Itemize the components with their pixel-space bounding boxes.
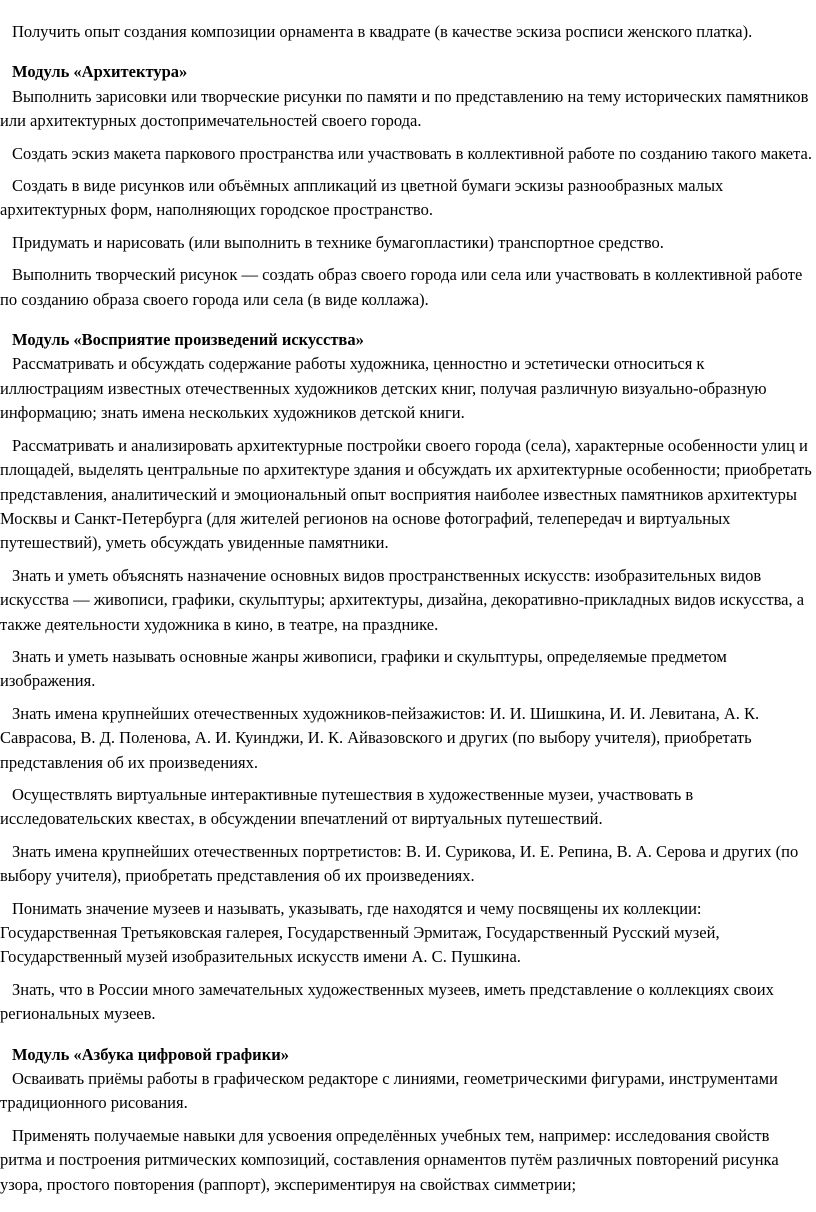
section-architecture: [0, 60, 812, 312]
section-heading: Модуль «Азбука цифровой графики»: [12, 1044, 289, 1064]
paragraph: Выполнить творческий рисунок — создать образ своего города или села или участвовать в коллективной работе по созданию образа своего города или села (в виде коллажа).: [0, 265, 803, 309]
paragraph: Выполнить зарисовки или творческие рисунки по памяти и по представлению на тему исторических памятников или архитектурных достопримечательностей своего города.: [0, 86, 809, 131]
paragraph: Знать имена крупнейших отечественных портретистов: В. И. Сурикова, И. Е. Репина, В. А. Серова и других (по выбору учителя), приобретать представления об их произведениях.: [0, 841, 799, 886]
paragraph: Знать и уметь называть основные жанры живописи, графики и скульптуры, определяемые предметом изображения.: [0, 646, 727, 691]
paragraph: Рассматривать и анализировать архитектурные постройки своего города (села), характерные особенности улиц и площадей, выделять центральные по архитектуре здания и обсуждать их архитектурные особенности; приобретать представления, аналитический и эмоциональный опыт восприятия наиболее известных памятников архитектуры Москвы и Санкт-Петербурга (для жителей регионов на основе фотографий, телепередач и виртуальных путешествий), уметь обсуждать увиденные памятники.: [0, 435, 812, 553]
paragraph: Знать и уметь объяснять назначение основных видов пространственных искусств: изобразительных видов искусства — живописи, графики, скульптуры; архитектуры, дизайна, декоративно-прикладных видов искусства, а также деятельности художника в кино, в театре, на празднике.: [0, 565, 805, 634]
section-art-perception: [0, 328, 812, 1027]
paragraph: Рассматривать и обсуждать содержание работы художника, ценностно и эстетически относиться к иллюстрациям известных отечественных художников детских книг, получая различную визуально-образную информацию; знать имена нескольких художников детской книги.: [0, 354, 767, 423]
paragraph: Знать имена крупнейших отечественных художников-пейзажистов: И. И. Шишкина, И. И. Левитана, А. К. Саврасова, В. Д. Поленова, А. И. Куинджи, И. К. Айвазовского и других (по выбору учителя), приобретать представления об их произведениях.: [0, 703, 760, 772]
section-heading: Модуль «Восприятие произведений искусства»: [12, 330, 364, 350]
intro-paragraph: Получить опыт создания композиции орнамента в квадрате (в качестве эскиза росписи женского платка).: [12, 22, 753, 41]
section-digital-graphics: [0, 1043, 812, 1197]
paragraph: Придумать и нарисовать (или выполнить в технике бумагопластики) транспортное средство.: [12, 232, 664, 252]
paragraph: Применять получаемые навыки для усвоения определённых учебных тем, например: исследования свойств ритма и построения ритмических композиций, составления орнаментов путём различных повторений рисунка узора, простого повторения (раппорт), экспериментируя на свойствах симметрии;: [0, 1125, 779, 1194]
paragraph: Знать, что в России много замечательных художественных музеев, иметь представление о коллекциях своих региональных музеев.: [0, 979, 774, 1024]
section-heading: Модуль «Архитектура»: [12, 62, 188, 82]
paragraph: Создать в виде рисунков или объёмных аппликаций из цветной бумаги эскизы разнообразных малых архитектурных форм, наполняющих городское пространство.: [0, 176, 724, 220]
paragraph: Создать эскиз макета паркового пространства или участвовать в коллективной работе по созданию такого макета.: [12, 143, 812, 163]
paragraph: Осваивать приёмы работы в графическом редакторе с линиями, геометрическими фигурами, инструментами традиционного рисования.: [0, 1069, 778, 1113]
paragraph: Понимать значение музеев и называть, указывать, где находятся и чему посвящены их коллекции: Государственная Третьяковская галерея, Государственный Эрмитаж, Государственный Русский музей, Государственный музей изобразительных искусств имени А. С. Пушкина.: [0, 898, 720, 967]
paragraph: Осуществлять виртуальные интерактивные путешествия в художественные музеи, участвовать в исследовательских квестах, в обсуждении впечатлений от виртуальных путешествий.: [0, 784, 694, 829]
